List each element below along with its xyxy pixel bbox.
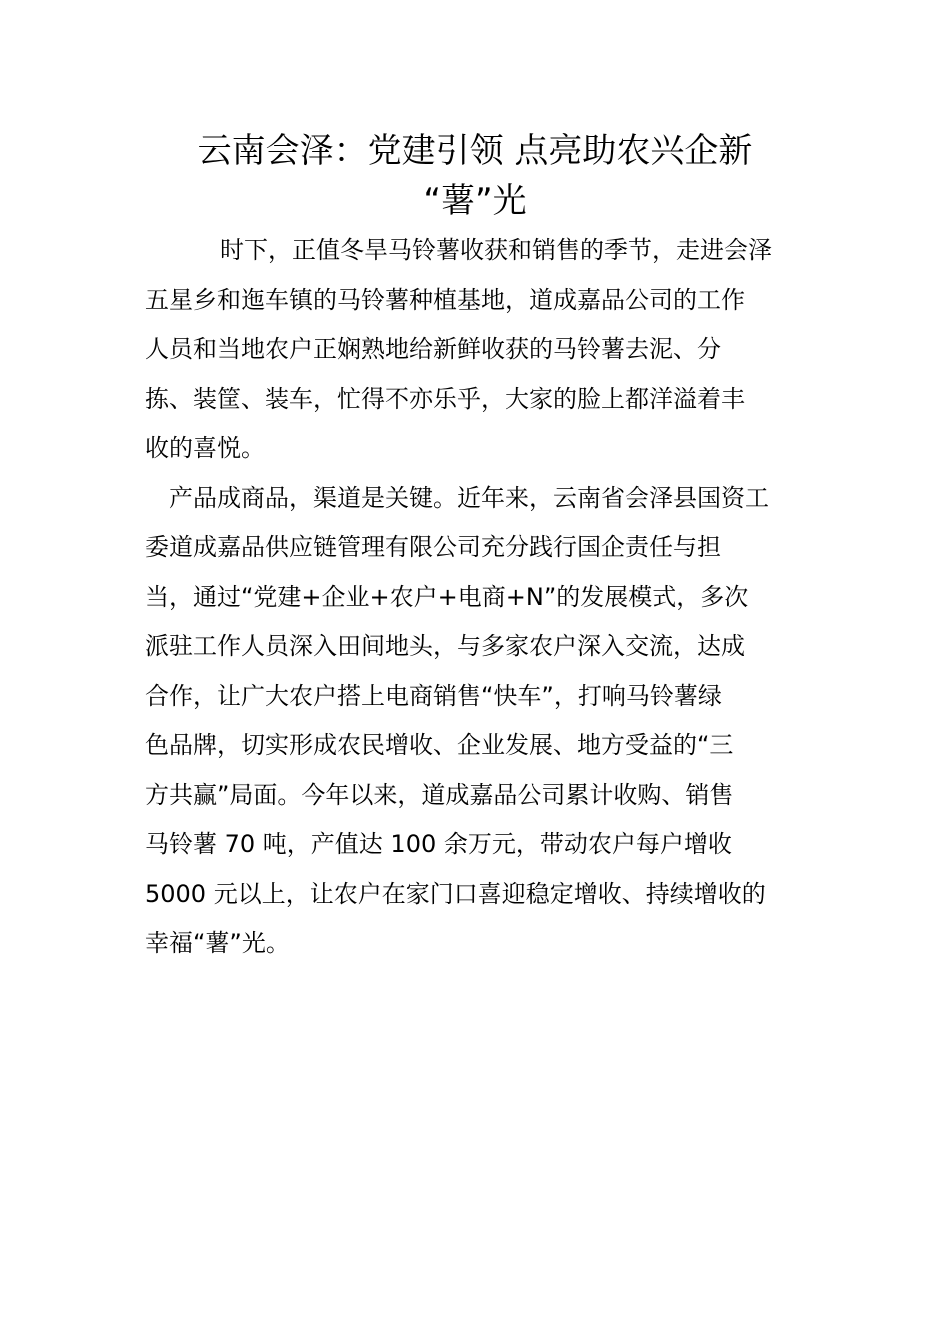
paragraph-line: 收的喜悦。 xyxy=(145,434,265,462)
paragraph-line: 派驻工作人员深入田间地头，与多家农户深入交流，达成 xyxy=(145,632,745,660)
paragraph-1 xyxy=(145,226,810,474)
title-line-2: “薯”光 xyxy=(423,181,527,221)
paragraph-line: 5000 元以上，让农户在家门口喜迎稳定增收、持续增收的 xyxy=(145,879,766,908)
paragraph-line: 合作，让广大农户搭上电商销售“快车”，打响马铃薯绿 xyxy=(145,681,722,710)
paragraph-line: 五星乡和迤车镇的马铃薯种植基地，道成嘉品公司的工作 xyxy=(145,285,745,314)
paragraph-line: 时下，正值冬旱马铃薯收获和销售的季节，走进会泽 xyxy=(220,236,772,264)
article-title xyxy=(150,126,800,226)
paragraph-line: 马铃薯 70 吨，产值达 100 余万元，带动农户每户增收 xyxy=(145,830,732,858)
paragraph-line: 人员和当地农户正娴熟地给新鲜收获的马铃薯去泥、分 xyxy=(145,335,721,363)
article-body xyxy=(145,226,810,969)
paragraph-line: 方共赢”局面。今年以来，道成嘉品公司累计收购、销售 xyxy=(145,780,734,809)
paragraph-line: 幸福“薯”光。 xyxy=(145,929,290,957)
paragraph-line: 当，通过“党建+企业+农户+电商+N”的发展模式，多次 xyxy=(145,582,749,611)
paragraph-2 xyxy=(145,474,810,969)
paragraph-line: 产品成商品，渠道是关键。近年来，云南省会泽县国资工 xyxy=(169,483,769,512)
paragraph-line: 色品牌，切实形成农民增收、企业发展、地方受益的“三 xyxy=(145,731,734,759)
title-line-1: 云南会泽：党建引领 点亮助农兴企新 xyxy=(197,131,753,171)
paragraph-line: 委道成嘉品供应链管理有限公司充分践行国企责任与担 xyxy=(145,533,721,561)
paragraph-line: 拣、装筐、装车，忙得不亦乐乎，大家的脸上都洋溢着丰 xyxy=(145,384,745,413)
